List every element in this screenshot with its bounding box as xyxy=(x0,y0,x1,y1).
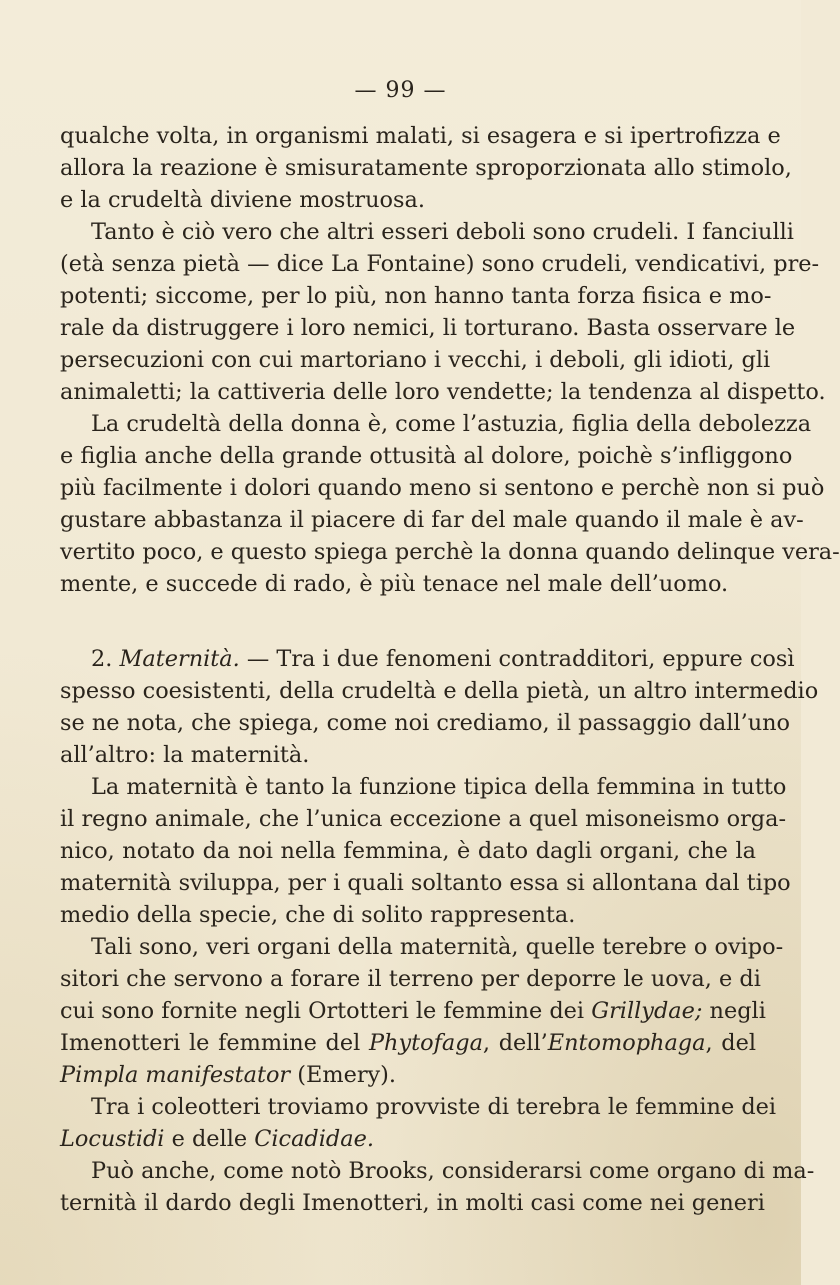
text-line: ternità il dardo degli Imenotteri, in molti casi come nei generi xyxy=(60,1190,765,1216)
text-line: persecuzioni con cui martoriano i vecchi, i deboli, gli idioti, gli xyxy=(60,347,771,373)
text-span: (Emery). xyxy=(297,1062,397,1088)
text-line: La maternità è tanto la funzione tipica della femmina in tutto xyxy=(91,774,787,800)
text-line xyxy=(60,1059,756,1091)
text-line: e figlia anche della grande ottusità al dolore, poichè s’infliggono xyxy=(60,443,793,469)
text-line: Tali sono, veri organi della maternità, quelle terebre o ovipo- xyxy=(91,934,784,960)
text-line: maternità sviluppa, per i quali soltanto essa si allontana dal tipo xyxy=(60,870,791,896)
text-span: Imenotteri le femmine del xyxy=(60,1030,361,1056)
taxon-name: Grillydae; xyxy=(591,998,703,1024)
taxon-name: Cicadidae. xyxy=(254,1126,374,1152)
text-line: potenti; siccome, per lo più, non hanno tanta forza fisica e mo- xyxy=(60,283,772,309)
text-line: animaletti; la cattiveria delle loro vendette; la tendenza al dispetto. xyxy=(60,379,826,405)
text-line: mente, e succede di rado, è più tenace nel male dell’uomo. xyxy=(60,571,729,597)
text-span: cui sono fornite negli Ortotteri le femmine dei xyxy=(60,998,585,1024)
text-line: qualche volta, in organismi malati, si esagera e si ipertrofizza e xyxy=(60,123,781,149)
section-title: Maternità. xyxy=(119,646,240,672)
section-heading-line xyxy=(60,643,795,675)
text-line: gustare abbastanza il piacere di far del male quando il male è av- xyxy=(60,507,804,533)
text-line: Tra i coleotteri troviamo provviste di terebra le femmine dei xyxy=(91,1094,777,1120)
text-line: all’altro: la maternità. xyxy=(60,742,310,768)
text-line: Può anche, come notò Brooks, considerarsi come organo di ma- xyxy=(91,1158,815,1184)
text-line xyxy=(60,995,766,1027)
text-span: — Tra i due fenomeni contradditori, eppure così xyxy=(246,646,795,672)
taxon-name: Phytofaga xyxy=(368,1030,483,1056)
text-line: nico, notato da noi nella femmina, è dato dagli organi, che la xyxy=(60,838,756,864)
text-line: (età senza pietà — dice La Fontaine) sono crudeli, vendicativi, pre- xyxy=(60,251,820,277)
page-number: — 99 — xyxy=(354,78,447,103)
text-line: Tanto è ciò vero che altri esseri deboli sono crudeli. I fanciulli xyxy=(91,219,794,245)
text-span: negli xyxy=(709,998,766,1024)
text-line: sitori che servono a forare il terreno per deporre le uova, e di xyxy=(60,966,761,992)
body-text xyxy=(60,120,840,1219)
text-line: medio della specie, che di solito rappresenta. xyxy=(60,902,576,928)
text-line: più facilmente i dolori quando meno si sentono e perchè non si può xyxy=(60,475,825,501)
taxon-name: Pimpla manifestator xyxy=(60,1062,291,1088)
text-line xyxy=(60,1027,756,1059)
text-line: il regno animale, che l’unica eccezione a quel misoneismo orga- xyxy=(60,806,787,832)
text-span: , del xyxy=(705,1030,757,1056)
text-line: se ne nota, che spiega, come noi crediamo, il passaggio dall’uno xyxy=(60,710,791,736)
text-line: spesso coesistenti, della crudeltà e della pietà, un altro intermedio xyxy=(60,678,819,704)
text-span: , dell’ xyxy=(482,1030,548,1056)
text-line: La crudeltà della donna è, come l’astuzia, figlia della debolezza xyxy=(91,411,812,437)
section-spacer xyxy=(60,600,756,643)
section-number: 2. xyxy=(91,646,113,672)
text-line: rale da distruggere i loro nemici, li torturano. Basta osservare le xyxy=(60,315,796,341)
text-line: vertito poco, e questo spiega perchè la donna quando delinque vera- xyxy=(60,539,840,565)
text-line xyxy=(60,1123,756,1155)
text-line: e la crudeltà diviene mostruosa. xyxy=(60,187,425,213)
text-span: e delle xyxy=(171,1126,248,1152)
taxon-name: Entomophaga xyxy=(547,1030,706,1056)
text-line: allora la reazione è smisuratamente sproporzionata allo stimolo, xyxy=(60,155,792,181)
taxon-name: Locustidi xyxy=(60,1126,165,1152)
